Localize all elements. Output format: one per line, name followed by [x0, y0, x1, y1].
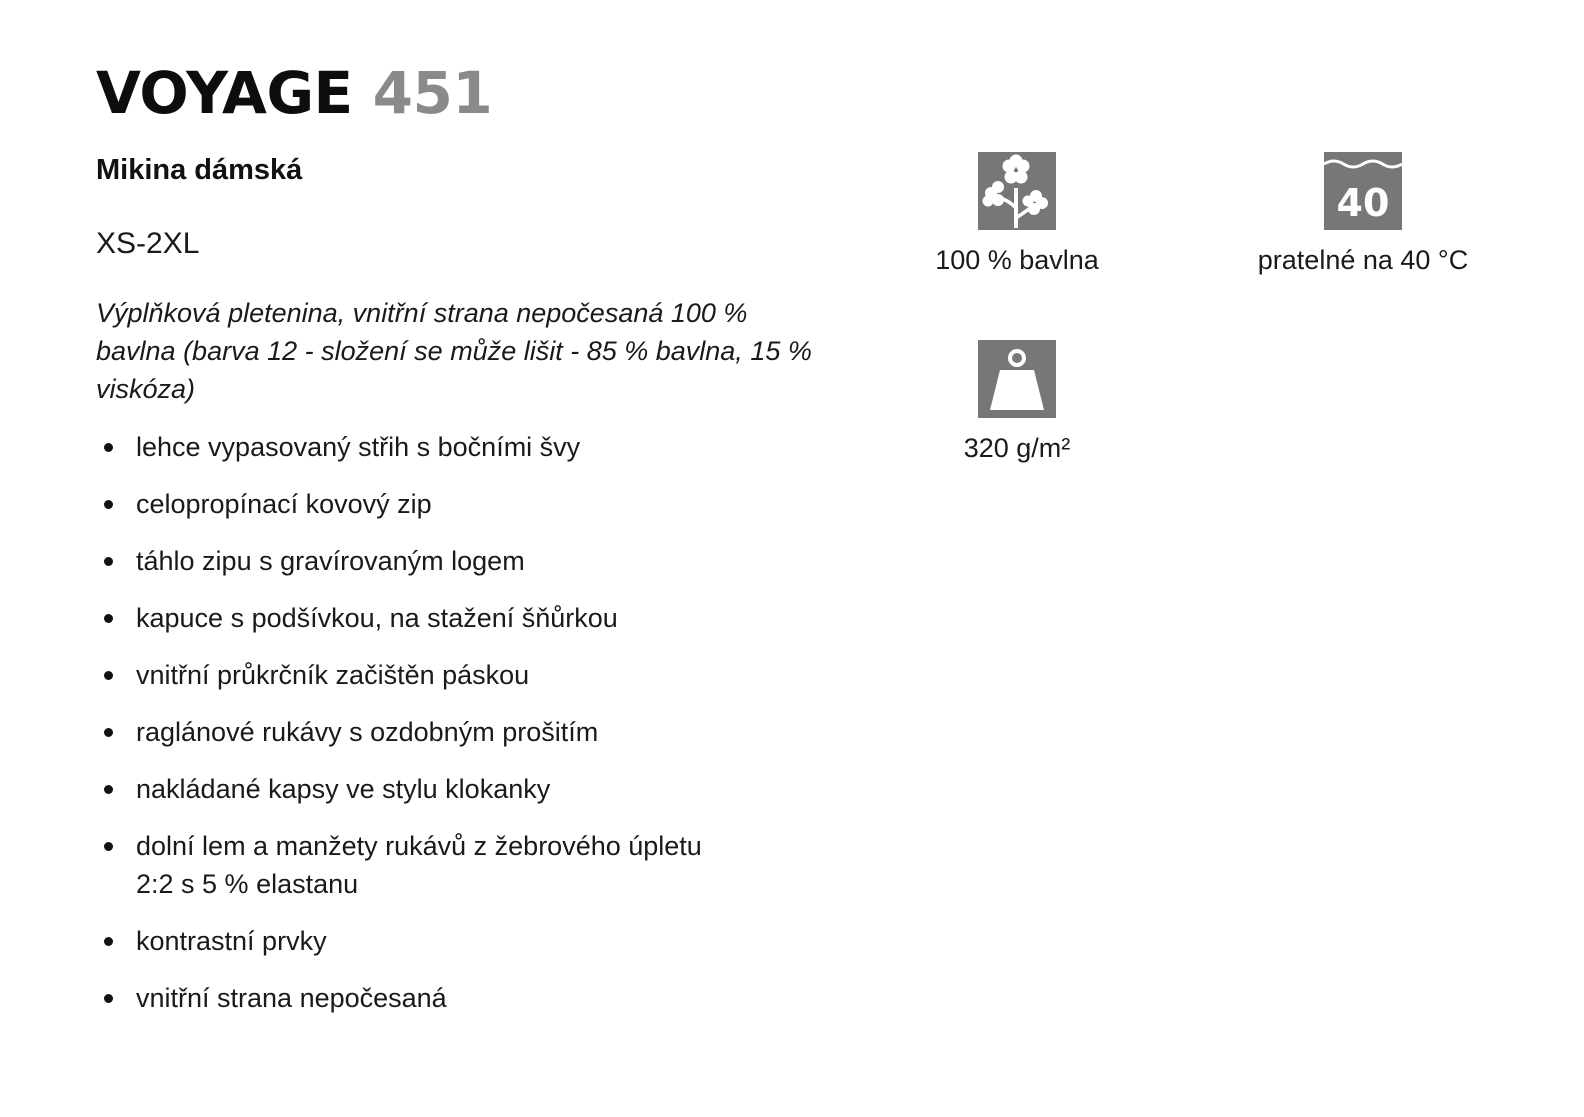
list-item	[96, 485, 736, 523]
weight-label: 320 g/m²	[963, 433, 1071, 463]
bullet-icon	[104, 671, 113, 680]
bullet-icon	[104, 785, 113, 794]
size-range: XS-2XL	[96, 227, 200, 260]
feature-text: vnitřní strana nepočesaná	[136, 983, 447, 1013]
product-info	[96, 58, 816, 1036]
bullet-icon	[104, 728, 113, 737]
list-item	[96, 979, 736, 1017]
list-item	[96, 713, 736, 751]
bullet-icon	[104, 557, 113, 566]
feature-text: nakládané kapsy ve stylu klokanky	[136, 774, 551, 804]
list-item	[96, 542, 736, 580]
weight-icon	[978, 340, 1056, 418]
list-item	[96, 428, 736, 466]
product-code: 451	[372, 59, 493, 127]
list-item	[96, 656, 736, 694]
bullet-icon	[104, 614, 113, 623]
feature-text: kapuce s podšívkou, na stažení šňůrkou	[136, 603, 618, 633]
bullet-icon	[104, 443, 113, 452]
wash-40-icon	[1324, 152, 1402, 230]
feature-text: dolní lem a manžety rukávů z žebrového úpletu 2:2 s 5 % elastanu	[136, 831, 702, 899]
feature-list	[96, 428, 736, 1017]
bullet-icon	[104, 500, 113, 509]
wash-temperature: 40	[1336, 181, 1390, 225]
feature-text: raglánové rukávy s ozdobným prošitím	[136, 717, 599, 747]
fabric-property	[867, 152, 1167, 278]
product-name: VOYAGE	[96, 59, 353, 127]
cotton-plant-icon	[978, 152, 1056, 230]
material-description: Výplňková pletenina, vnitřní strana nepočesaná 100 % bavlna (barva 12 - složení se může lišit - 85 % bavlna, 15 % viskóza)	[96, 298, 812, 404]
feature-text: táhlo zipu s gravírovaným logem	[136, 546, 525, 576]
list-item	[96, 599, 736, 637]
bullet-icon	[104, 842, 113, 851]
feature-text: celopropínací kovový zip	[136, 489, 432, 519]
bullet-icon	[104, 994, 113, 1003]
wash-property	[1213, 152, 1513, 278]
feature-text: kontrastní prvky	[136, 926, 327, 956]
list-item	[96, 922, 736, 960]
feature-text: vnitřní průkrčník začištěn páskou	[136, 660, 530, 690]
feature-text: lehce vypasovaný střih s bočními švy	[136, 432, 581, 462]
weight-property	[867, 340, 1167, 466]
wash-label: pratelné na 40 °C	[1257, 245, 1469, 275]
product-subtitle: Mikina dámská	[96, 154, 303, 186]
list-item	[96, 770, 736, 808]
fabric-label: 100 % bavlna	[935, 245, 1099, 275]
list-item	[96, 827, 736, 903]
bullet-icon	[104, 937, 113, 946]
product-title	[96, 58, 816, 128]
